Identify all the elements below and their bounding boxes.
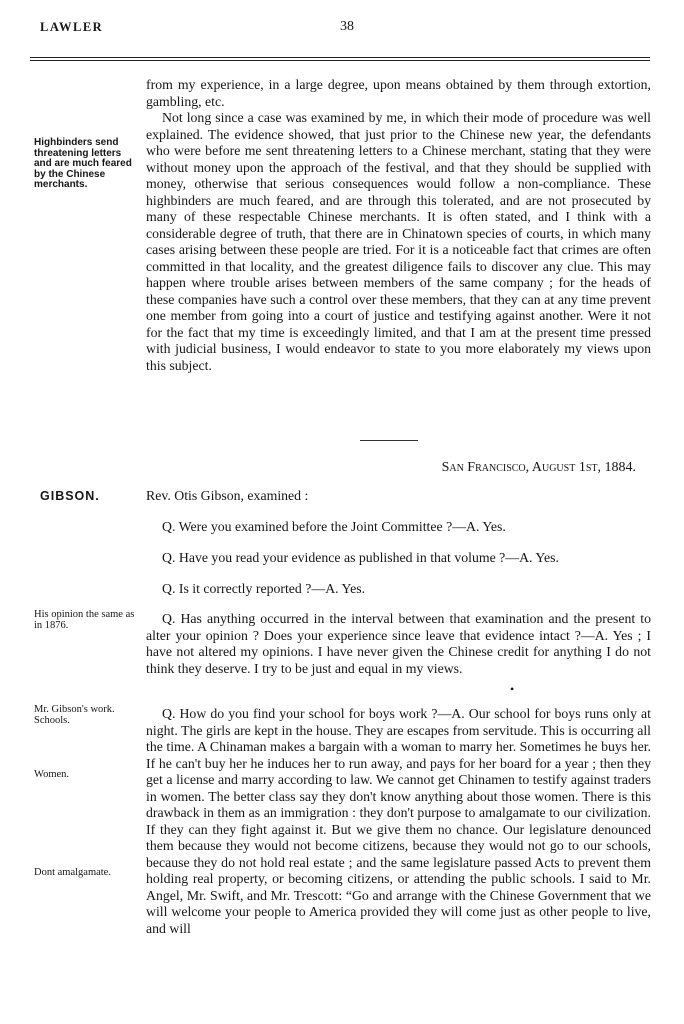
sidenote-highbinders: Highbinders send threatening letters and are much feared by the Chinese merchants.	[34, 137, 132, 190]
sidenote-dont-amalgamate: Dont amalgamate.	[34, 867, 111, 878]
sidenote-opinion: His opinion the same as in 1876.	[34, 609, 135, 631]
running-header: LAWLER	[40, 20, 104, 34]
qa-line-1: Q. Were you examined before the Joint Committee ?—A. Yes.	[162, 519, 506, 534]
paragraph-school: Q. How do you find your school for boys work ?—A. Our school for boys runs only at night. The girls are kept in the house. They are escapes from servitude. This is occurring all the time. A Chinaman makes a bargain with a woman to marry her. Sometimes he buys her. If he can't buy her he induces her to run away, and pays for her board for a year ; then they get a license and marry according to law. We cannot get Chinamen to testify against traders in women. The better class say they don't know anything about those women. There is this drawback in them as an immigration : they don't purpose to amalgamate to our civilization. If they can they fight against it. But we give them no chance. Our legislature denounced them because they would not become citizens, because they would not go to our schools, because they do not hold real estate ; and the same legislature passed Acts to prevent them holding real property, or becoming citizens, or attending the public schools. I said to Mr. Angel, Mr. Swift, and Mr. Trescott: “Go and arrange with the Chinese Government that we will welcome your people to America provided they will come just as other people to live, and will	[146, 706, 651, 936]
section-divider	[360, 440, 418, 441]
paragraph-opinion: Q. Has anything occurred in the interval between that examination and the present to alter your opinion ? Does your experience since leave that evidence intact ?—A. Yes ; I have not altered my opinions. I have never given the Chinese credit for anything I do not think they deserve. I try to be just and equal in my views.	[146, 611, 651, 676]
header-rule-second	[30, 60, 650, 61]
qa-line-2: Q. Have you read your evidence as published in that volume ?—A. Yes.	[162, 550, 559, 565]
sidenote-work-schools: Mr. Gibson's work. Schools.	[34, 704, 115, 726]
examined-text: Rev. Otis Gibson, examined :	[146, 488, 309, 503]
lawler-testimony	[146, 77, 651, 374]
paragraph-continued: from my experience, in a large degree, upon means obtained by them through extortion, gambling, etc.	[146, 77, 651, 109]
page-number: 38	[340, 19, 354, 34]
sidenote-women: Women.	[34, 769, 70, 780]
paragraph-highbinders-case: Not long since a case was examined by me, in which their mode of procedure was well explained. The evidence showed, that just prior to the Chinese new year, the defendants who were before me sent threatening letters to a Chinese merchant, stating that they were without money upon the approach of the festival, and that they should be supplied with money, otherwise that serious consequences would follow a non-compliance. These highbinders are much feared, and are through this tolerated, and are not prosecuted by many of these respectable Chinese merchants. It is often stated, and I think with a considerable degree of truth, that there are in Chinatown species of courts, in which many cases arising between these people are tried. For it is a noticeable fact that crimes are often committed in that locality, and the greatest diligence fails to discover any clue. This may happen where trouble arises between members of the same company ; for the heads of these companies have such a control over these members, that they can at any time prevent one member from going into a court of justice and testifying against another. Were it not for the fact that my time is exceedingly limited, and that I am at the present time pressed with judicial business, I would endeavor to state to you more elaborately my views upon this subject.	[146, 110, 651, 373]
speaker-name: GIBSON.	[40, 489, 100, 503]
examined-line	[146, 488, 308, 504]
qa-line-3: Q. Is it correctly reported ?—A. Yes.	[162, 581, 366, 596]
header-rule	[30, 57, 650, 58]
dateline: San Francisco, August 1st, 1884.	[441, 460, 636, 475]
stray-mark: •	[510, 682, 515, 696]
